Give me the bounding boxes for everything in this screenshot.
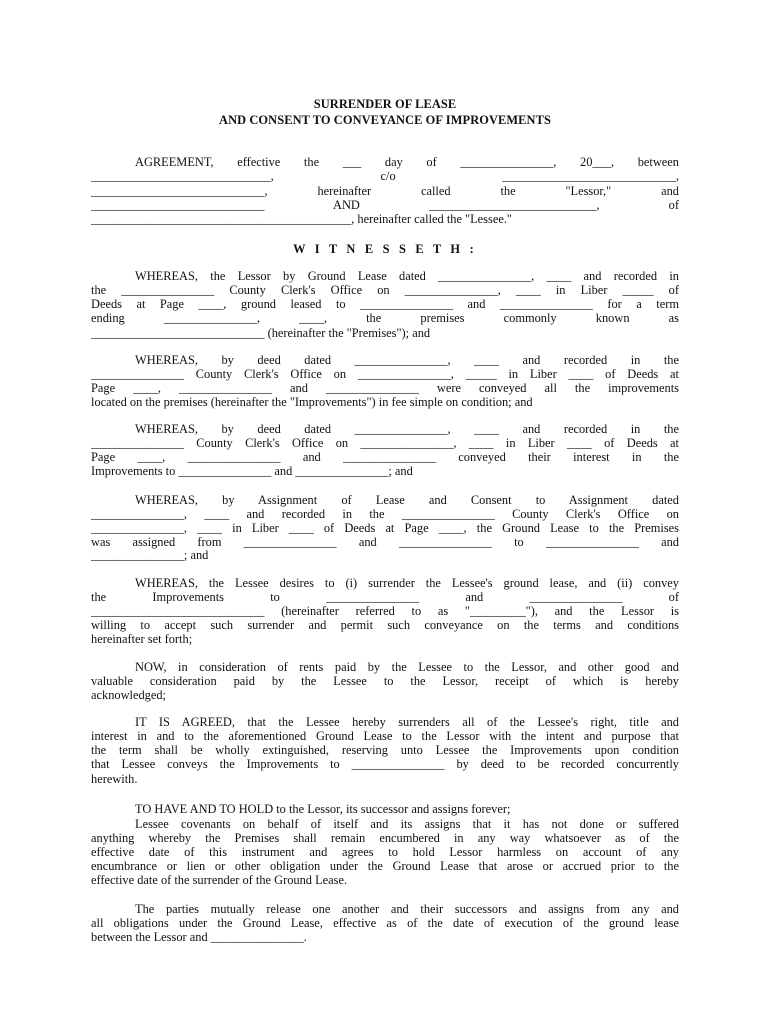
text-line: WHEREAS, the Lessee desires to (i) surrender the Lessee's ground lease, and (ii) convey — [135, 576, 679, 590]
text-line: effective date of the surrender of the Ground Lease. — [91, 873, 348, 887]
text-line: TO HAVE AND TO HOLD to the Lessor, its successor and assigns forever; — [135, 802, 511, 816]
text-line: Improvements to _______________ and _______________; and — [91, 464, 413, 478]
text-line: anything whereby the Premises shall remain encumbered in any way whatsoever as of the — [91, 831, 679, 845]
text-line: _______________, ____ in Liber ____ of Deeds at Page ____, the Ground Lease to the Premises — [91, 521, 679, 535]
text-line: ____________________________ AND ___________________________, of — [91, 198, 679, 212]
text-line: WHEREAS, by Assignment of Lease and Consent to Assignment dated — [135, 493, 679, 507]
text-line: ending _______________, ____, the premises commonly known as — [91, 311, 679, 325]
text-line: _____________________________, c/o ____________________________, — [91, 169, 679, 183]
text-line: _______________, ____ and recorded in the _______________ County Clerk's Office on — [91, 507, 679, 521]
text-line: acknowledged; — [91, 688, 167, 702]
text-line: AGREEMENT, effective the ___ day of _______________, 20___, between — [135, 155, 679, 169]
text-line: WHEREAS, by deed dated _______________, ____ and recorded in the — [135, 422, 679, 436]
witnesseth-heading: W I T N E S S E T H : — [293, 242, 477, 256]
text-line: was assigned from _______________ and _______________ to _______________ and — [91, 535, 679, 549]
text-line: between the Lessor and _______________. — [91, 930, 307, 944]
text-line: WHEREAS, the Lessor by Ground Lease dated _______________, ____ and recorded in — [135, 269, 679, 283]
text-line: the _______________ County Clerk's Office on _______________, ____ in Liber _____ of — [91, 283, 679, 297]
text-line: ____________________________, hereinafter called the "Lessor," and — [91, 184, 679, 198]
text-line: NOW, in consideration of rents paid by the Lessee to the Lessor, and other good and — [135, 660, 679, 674]
text-line: IT IS AGREED, that the Lessee hereby surrenders all of the Lessee's right, title and — [135, 715, 679, 729]
text-line: hereinafter set forth; — [91, 632, 193, 646]
text-line: ____________________________ (hereinafter referred to as "_________"), and the Lessor is — [91, 604, 679, 618]
document-subtitle: AND CONSENT TO CONVEYANCE OF IMPROVEMENTS — [219, 113, 551, 127]
text-line: _______________ County Clerk's Office on _______________, ____ in Liber ____ of Deeds at — [91, 436, 679, 450]
text-line: herewith. — [91, 772, 138, 786]
text-line: Page ____, _______________ and _______________ conveyed their interest in the — [91, 450, 679, 464]
text-line: _______________; and — [91, 548, 209, 562]
text-line: Lessee covenants on behalf of itself and its assigns that it has not done or suffered — [135, 817, 679, 831]
text-line: WHEREAS, by deed dated _______________, ____ and recorded in the — [135, 353, 679, 367]
text-line: The parties mutually release one another and their successors and assigns from any and — [135, 902, 679, 916]
text-line: interest in and to the aforementioned Ground Lease to the Lessor with the intent and purpose that — [91, 729, 679, 743]
text-line: _______________ County Clerk's Office on _______________, _____ in Liber ____ of Deeds at — [91, 367, 679, 381]
text-line: effective date of this instrument and agrees to hold Lessor harmless on account of any — [91, 845, 679, 859]
text-line: encumbrance or lien or other obligation under the Ground Lease that arose or accrued prior to the — [91, 859, 679, 873]
text-line: Deeds at Page ____, ground leased to _______________ and _______________ for a term — [91, 297, 679, 311]
text-line: that Lessee conveys the Improvements to _______________ by deed to be recorded concurrently — [91, 757, 679, 771]
text-line: valuable consideration paid by the Lessee to the Lessor, receipt of which is hereby — [91, 674, 679, 688]
text-line: willing to accept such surrender and permit such conveyance on the terms and conditions — [91, 618, 679, 632]
text-line: Page ____, _______________ and _______________ were conveyed all the improvements — [91, 381, 679, 395]
text-line: the term shall be wholly extinguished, reserving unto Lessee the Improvements upon condition — [91, 743, 679, 757]
text-line: __________________________________________, hereinafter called the "Lessee." — [91, 212, 512, 226]
text-line: ____________________________ (hereinafter the "Premises"); and — [91, 326, 431, 340]
document-title: SURRENDER OF LEASE — [313, 97, 457, 111]
text-line: all obligations under the Ground Lease, effective as of the date of execution of the ground lease — [91, 916, 679, 930]
text-line: the Improvements to _______________ and _______________ of — [91, 590, 679, 604]
text-line: located on the premises (hereinafter the "Improvements") in fee simple on condition; and — [91, 395, 533, 409]
